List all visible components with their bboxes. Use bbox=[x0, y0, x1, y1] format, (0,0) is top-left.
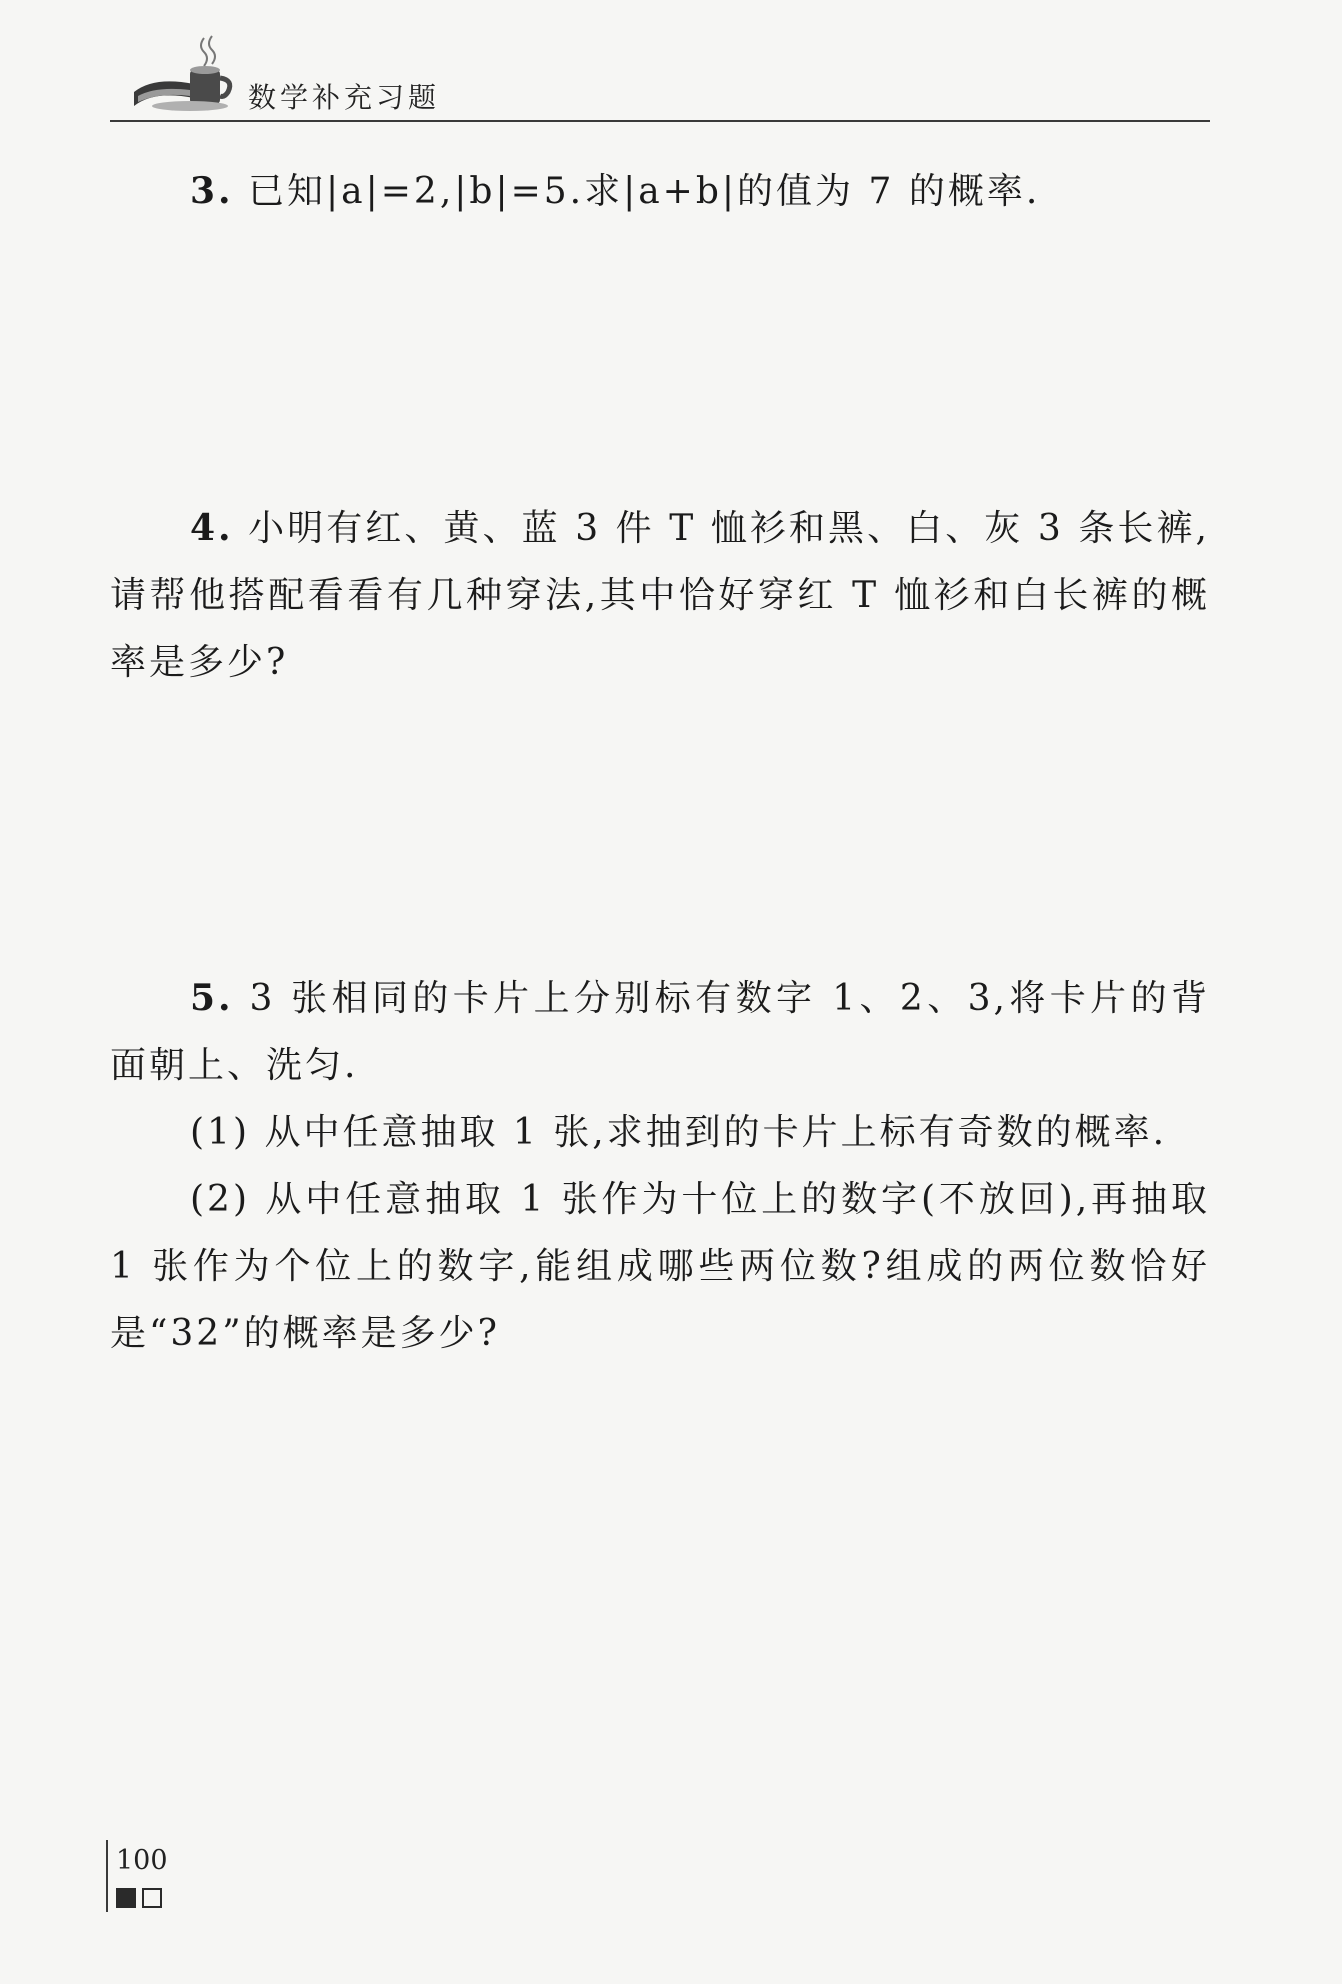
question-text: 小明有红、黄、蓝 3 件 T 恤衫和黑、白、灰 3 条长裤,请帮他搭配看看有几种穿法,其中恰好穿红 T 恤衫和白长裤的概率是多少? bbox=[110, 508, 1210, 683]
page-number: 100 bbox=[116, 1845, 168, 1876]
question-text: 已知|a|=2,|b|=5.求|a+b|的值为 7 的概率. bbox=[248, 171, 1041, 212]
filled-square-icon bbox=[116, 1888, 136, 1908]
question-3 bbox=[110, 158, 1210, 225]
book-title: 数学补充习题 bbox=[248, 81, 441, 114]
question-number: 5. bbox=[190, 977, 234, 1019]
empty-square-icon bbox=[142, 1888, 162, 1908]
sub-question-text: (1) 从中任意抽取 1 张,求抽到的卡片上标有奇数的概率. bbox=[190, 1112, 1168, 1153]
question-5 bbox=[110, 965, 1210, 1099]
question-5-part-1 bbox=[110, 1099, 1210, 1166]
header-divider bbox=[110, 120, 1210, 122]
book-and-coffee-cup-icon bbox=[130, 30, 240, 118]
footer-divider bbox=[106, 1840, 108, 1912]
question-number: 4. bbox=[190, 507, 234, 549]
page-side-marker bbox=[116, 1888, 166, 1910]
question-text: 3 张相同的卡片上分别标有数字 1、2、3,将卡片的背面朝上、洗匀. bbox=[110, 978, 1210, 1086]
sub-question-text: (2) 从中任意抽取 1 张作为十位上的数字(不放回),再抽取 1 张作为个位上的数字,能组成哪些两位数?组成的两位数恰好是“32”的概率是多少? bbox=[110, 1179, 1210, 1354]
question-5-part-2 bbox=[110, 1166, 1210, 1367]
question-4 bbox=[110, 495, 1210, 696]
page-header bbox=[110, 30, 1210, 124]
question-number: 3. bbox=[190, 170, 234, 212]
